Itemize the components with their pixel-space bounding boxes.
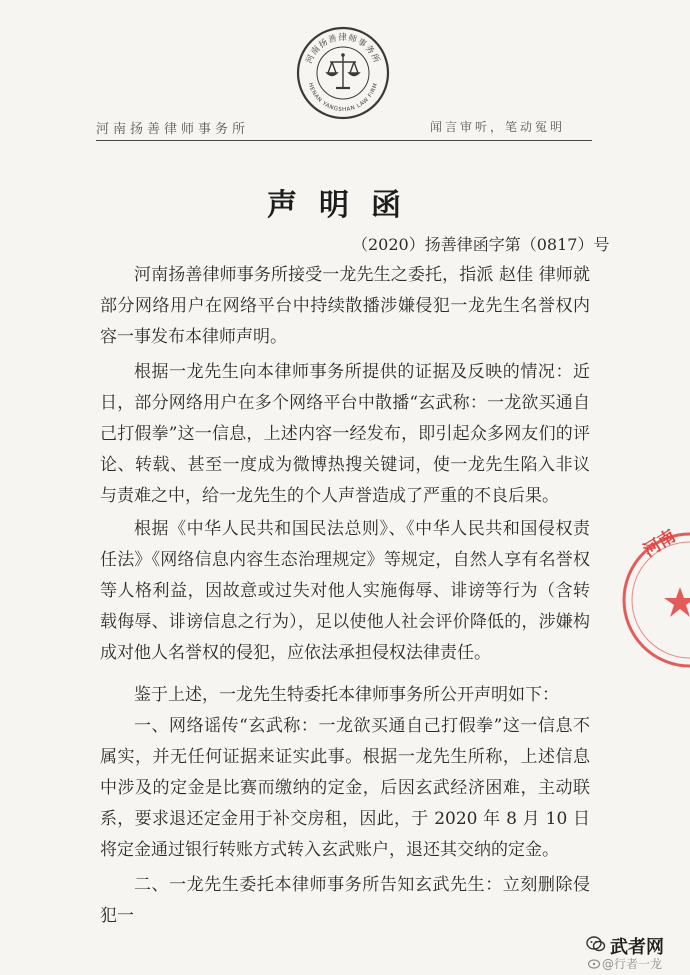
paragraph-point-one: 一、网络谣传“玄武称：一龙欲买通自己打假拳”这一信息不属实，并无任何证据来证实此事。根据一龙先生所称，上述信息中涉及的定金是比赛而缴纳的定金，后因玄武经济困难，主动联系，要求退还定金用于补交房租，因此，于 2020 年 8 月 10 日将定金通过银行转账方式转入玄武账户，退还其交纳的定金。: [100, 716, 590, 860]
weibo-icon: [588, 957, 601, 969]
paragraph-intro: 河南扬善律师事务所接受一龙先生之委托，指派 赵佳 律师就部分网络用户在网络平台中持续散播涉嫌侵犯一龙先生名誉权内容一事发布本律师声明。: [100, 265, 590, 347]
watermark-site-name: 武者网: [610, 937, 664, 958]
svg-text:HENAN YANGSHAN LAW FIRM: HENAN YANGSHAN LAW FIRM: [306, 82, 380, 114]
wechat-icon: [586, 935, 606, 953]
paragraph-point-two: 二、一龙先生委托本律师事务所告知玄武先生：立刻删除侵犯一: [100, 875, 590, 926]
document-title: 声明函: [267, 188, 423, 223]
reference-number: （2020）扬善律函字第（0817）号: [352, 235, 610, 254]
firm-name-header: 河南扬善律师事务所: [96, 122, 250, 137]
paragraph-facts: 根据一龙先生向本律师事务所提供的证据及反映的情况：近日，部分网络用户在多个网络平台中散播“玄武称：一龙欲买通自己打假拳”这一信息，上述内容一经发布，即引起众多网友们的评论、转载、甚至一度成为微博热搜关键词，使一龙先生陷入非议与责难之中，给一龙先生的个人声誉造成了严重的不良后果。: [100, 362, 590, 506]
red-seal-stamp: [610, 525, 690, 675]
seal-text: 河南: [640, 526, 680, 562]
paragraph-legal-basis: 根据《中华人民共和国民法总则》、《中华人民共和国侵权责任法》《网络信息内容生态治理规定》等规定，自然人享有名誉权等人格利益，因故意或过失对他人实施侮辱、诽谤等行为（含转载侮辱、诽谤信息之行为），足以使他人社会评价降低的，涉嫌构成对他人名誉权的侵犯，应依法承担侵权法律责任。: [100, 519, 590, 663]
svg-text:河南扬善律师事务所: 河南扬善律师事务所: [304, 33, 382, 66]
header-divider: [96, 140, 592, 141]
watermark-handle: @行者一龙: [602, 957, 663, 971]
law-firm-logo: [296, 26, 390, 120]
firm-motto: 闻言审听，笔动冤明: [430, 120, 566, 134]
paragraph-declaration-lead: 鉴于上述，一龙先生特委托本律师事务所公开声明如下：: [134, 685, 559, 705]
